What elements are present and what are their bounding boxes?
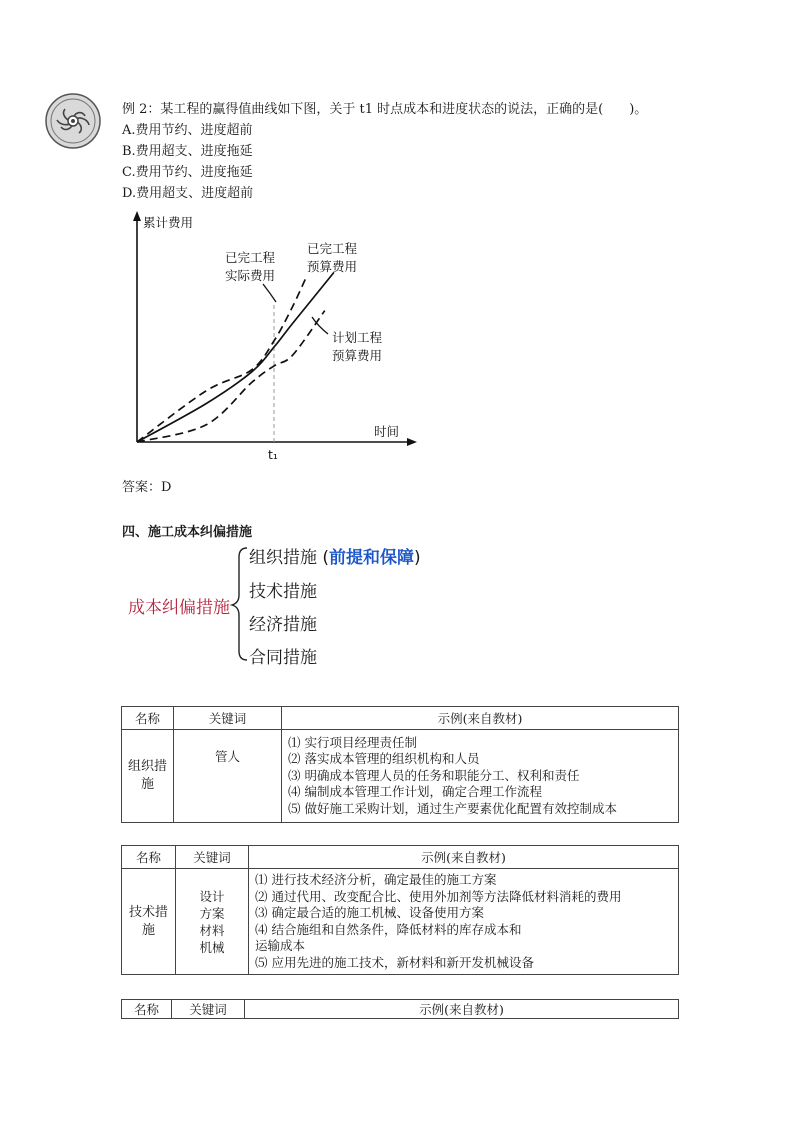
branch-label: 组织措施 — [249, 548, 317, 568]
option-b: B.费用超支、进度拖延 — [122, 144, 253, 159]
example-item: ⑴ 实行项目经理责任制 — [288, 734, 417, 750]
section-title: 四、施工成本纠偏措施 — [122, 525, 253, 540]
measure-name-cell — [122, 869, 176, 975]
label-acwp-line2: 实际费用 — [225, 268, 276, 283]
keyword: 设计 — [199, 888, 225, 904]
header-example: 示例(来自教材) — [282, 707, 679, 730]
mindmap-branch-technical: 技术措施 — [249, 582, 317, 602]
mindmap-branch-organization — [249, 543, 421, 568]
example-item: ⑵ 通过代用、改变配合比、使用外加剂等方法降低材料消耗的费用 — [255, 888, 622, 904]
x-axis-arrow-icon — [407, 438, 417, 446]
series-planned-value — [137, 311, 325, 442]
leader-acwp — [263, 284, 276, 302]
keyword-cell — [174, 730, 282, 823]
example-item: 运输成本 — [255, 938, 306, 953]
leader-bcws — [312, 317, 328, 334]
spiral-seal-icon — [44, 92, 102, 150]
measure-name: 组织措施 — [127, 759, 167, 792]
label-acwp-line1: 已完工程 — [225, 250, 276, 265]
series-actual-cost — [137, 277, 306, 442]
header-keyword: 关键词 — [172, 1000, 245, 1019]
question-stem: 例 2：某工程的赢得值曲线如下图，关于 t1 时点成本和进度状态的说法，正确的是( )。 — [122, 102, 648, 117]
mindmap-root: 成本纠偏措施 — [128, 598, 230, 618]
option-d: D.费用超支、进度超前 — [122, 186, 254, 201]
example-item: ⑸ 做好施工采购计划，通过生产要素优化配置有效控制成本 — [288, 800, 617, 816]
x-axis-label: 时间 — [374, 424, 400, 439]
branch-note-open: ( — [317, 548, 330, 568]
branch-note-highlight: 前提和保障 — [329, 548, 415, 568]
header-name: 名称 — [122, 846, 176, 869]
table-row — [122, 730, 679, 823]
table-row — [122, 869, 679, 975]
t1-tick-label: t₁ — [268, 447, 278, 462]
series-earned-value — [137, 272, 334, 442]
example-item: ⑶ 明确成本管理人员的任务和职能分工、权利和责任 — [288, 767, 580, 783]
y-axis-label: 累计费用 — [143, 215, 194, 230]
mindmap-branch-contract: 合同措施 — [249, 648, 317, 668]
axes — [133, 211, 417, 446]
mindmap-branch-economic: 经济措施 — [249, 615, 317, 635]
example-item: ⑸ 应用先进的施工技术，新材料和新开发机械设备 — [255, 954, 534, 970]
label-bcwp-line2: 预算费用 — [307, 259, 358, 274]
example-item: ⑶ 确定最合适的施工机械、设备使用方案 — [255, 905, 484, 920]
y-axis-arrow-icon — [133, 211, 141, 221]
mindmap-brace — [229, 545, 251, 663]
example-cell — [282, 730, 679, 823]
keyword-cell — [176, 869, 249, 975]
keyword: 方案 — [199, 905, 225, 921]
table-technical-measures — [121, 845, 679, 975]
keyword: 机械 — [199, 939, 225, 955]
table-next-measures — [121, 999, 679, 1019]
header-example: 示例(来自教材) — [249, 846, 679, 869]
measure-name-cell — [122, 730, 174, 823]
label-bcws-line1: 计划工程 — [332, 330, 383, 345]
series-layer — [137, 272, 334, 442]
table-header-row — [122, 1000, 679, 1019]
example-item: ⑵ 落实成本管理的组织机构和人员 — [288, 751, 480, 767]
table-organization-measures — [121, 706, 679, 823]
measure-name: 技术措施 — [128, 904, 168, 938]
label-bcwp-line1: 已完工程 — [307, 241, 358, 256]
example-item: ⑷ 结合施组和自然条件，降低材料的库存成本和 — [255, 921, 522, 937]
keyword: 管人 — [214, 749, 240, 764]
logo-seal — [44, 92, 102, 150]
option-c: C.费用节约、进度拖延 — [122, 165, 253, 180]
table-header-row — [122, 846, 679, 869]
answer-text: 答案：D — [122, 480, 172, 495]
header-keyword: 关键词 — [174, 707, 282, 730]
example-cell — [249, 869, 679, 975]
header-name: 名称 — [122, 707, 174, 730]
table-header-row — [122, 707, 679, 730]
keyword: 材料 — [199, 922, 225, 938]
branch-note-close: ) — [414, 548, 421, 568]
example-item: ⑴ 进行技术经济分析，确定最佳的施工方案 — [255, 872, 497, 887]
label-bcws-line2: 预算费用 — [332, 348, 383, 363]
header-example: 示例(来自教材) — [245, 1000, 679, 1019]
example-item: ⑷ 编制成本管理工作计划，确定合理工作流程 — [288, 784, 542, 800]
option-a: A.费用节约、进度超前 — [122, 123, 253, 138]
earned-value-chart — [118, 205, 428, 465]
header-keyword: 关键词 — [176, 846, 249, 869]
header-name: 名称 — [122, 1000, 172, 1019]
